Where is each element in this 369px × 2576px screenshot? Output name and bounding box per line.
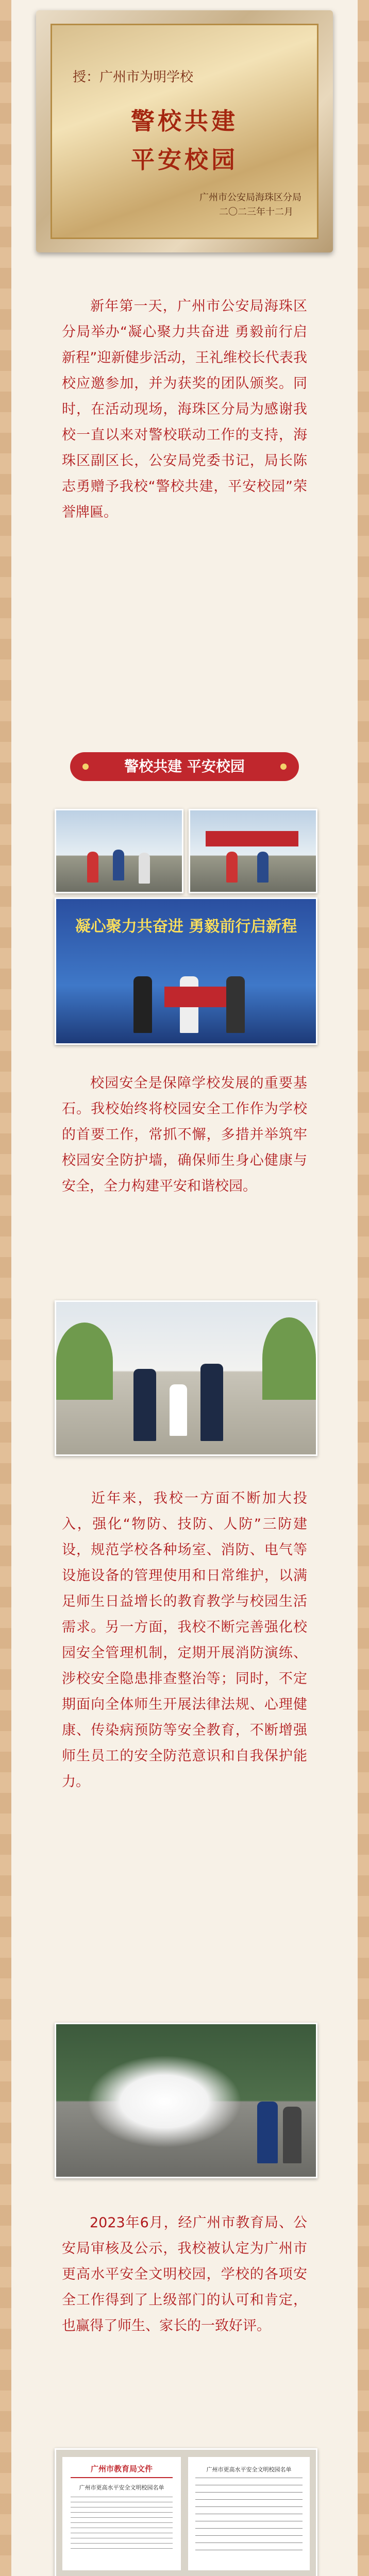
event-photo-2 bbox=[189, 809, 317, 893]
fire-drill-photo bbox=[55, 2023, 317, 2178]
safety-foundation-paragraph-text: 校园安全是保障学校发展的重要基石。我校始终将校园安全工作作为学校的首要工作，常抓不懈，多措并举筑牢校园安全防护墙，确保师生身心健康与安全，全力构建平安和谐校园。 bbox=[62, 1075, 307, 1194]
safety-measures-paragraph-text: 近年来，我校一方面不断加大投入，强化“物防、技防、人防”三防建设，规范学校各种场室、消防、电气等设施设备的管理使用和日常维护，以满足师生日益增长的教育教学与校园生活需求。另一方面，我校不断完善强化校园安全管理机制，定期开展消防演练、涉校安全隐患排查整治等；同时，不定期面向全体师生开展法律法规、心理健康、传染病预防等安全教育，不断增强师生员工的安全防范意识和自我保护能力。 bbox=[62, 1490, 307, 1790]
plaque-title-line2: 平安校园 bbox=[131, 146, 238, 174]
plaque-recipient: 授：广州市为明学校 bbox=[73, 70, 194, 85]
official-document-left bbox=[62, 2457, 181, 2570]
plaque-panel bbox=[51, 24, 318, 239]
event-photo-1 bbox=[55, 809, 183, 893]
safety-foundation-paragraph bbox=[62, 1071, 307, 1199]
safety-measures-paragraph bbox=[62, 1486, 307, 1795]
plaque-title-line1: 警校共建 bbox=[131, 107, 238, 135]
stage-backdrop-text: 凝心聚力共奋进 勇毅前行启新程 bbox=[75, 918, 297, 936]
police-school-photo bbox=[55, 1300, 317, 1456]
intro-paragraph-text: 新年第一天，广州市公安局海珠区分局举办“凝心聚力共奋进 勇毅前行启新程”迎新健步活动，王礼维校长代表我校应邀参加，并为获奖的团队颁奖。同时，在活动现场，海珠区分局为感谢我校一直以来对警校联动工作的支持，海珠区副区长，公安局党委书记，局长陈志勇赠予我校“警校共建，平安校园”荣誉牌匾。 bbox=[62, 298, 307, 520]
award-recognition-paragraph-text: 2023年6月，经广州市教育局、公安局审核及公示，我校被认定为广州市更高水平安全文明校园，学校的各项安全工作得到了上级部门的认可和肯定，也赢得了师生、家长的一致好评。 bbox=[62, 2215, 307, 2334]
honor-plaque-photo bbox=[36, 10, 333, 252]
document-title-left: 广州市更高水平安全文明校园名单 bbox=[79, 2484, 164, 2491]
intro-paragraph bbox=[62, 294, 307, 526]
award-recognition-paragraph bbox=[62, 2210, 307, 2339]
document-photos bbox=[55, 2448, 317, 2576]
stage-photo bbox=[55, 897, 317, 1045]
plaque-date: 二〇二三年十二月 bbox=[219, 207, 293, 217]
document-header: 广州市教育局文件 bbox=[90, 2464, 153, 2473]
official-document-right bbox=[188, 2457, 310, 2570]
section-banner: 警校共建 平安校园 bbox=[70, 752, 299, 781]
plaque-issuer: 广州市公安局海珠区分局 bbox=[199, 192, 301, 203]
document-title-right: 广州市更高水平安全文明校园名单 bbox=[206, 2466, 292, 2473]
